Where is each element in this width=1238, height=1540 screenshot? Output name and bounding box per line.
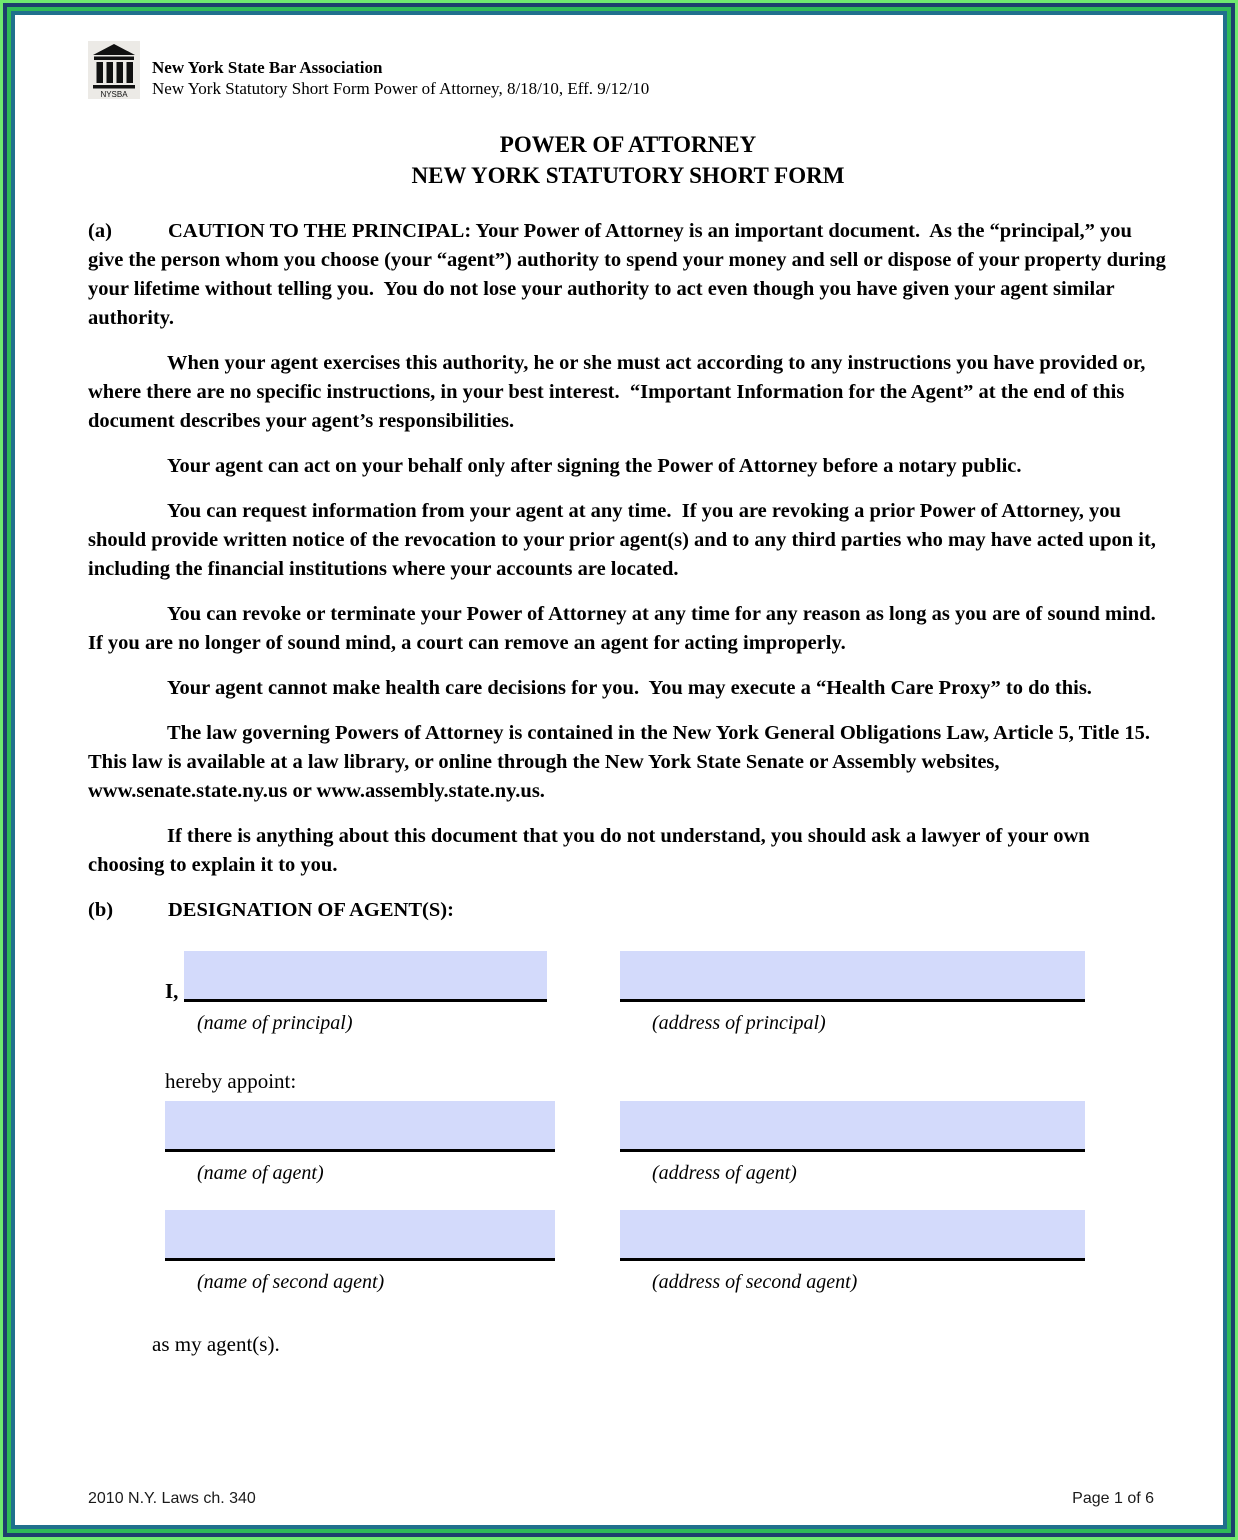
- designation-form: [152, 951, 1168, 1357]
- principal-address-label: (address of principal): [652, 1012, 826, 1034]
- nysba-logo-text: NYSBA: [100, 90, 128, 99]
- section-b-heading-row: [88, 896, 1168, 925]
- second-agent-row: [165, 1210, 1168, 1294]
- hereby-appoint-text: hereby appoint:: [165, 1069, 297, 1093]
- paragraph-governing-law: The law governing Powers of Attorney is contained in the New York General Obligations Law, Article 5, Title 15. This law is available at a law library, or online through the New York State Senate or Assembly websites, www.senate.state.ny.us or www.assembly.state.ny.us.: [88, 722, 1160, 802]
- agent-name-field[interactable]: [165, 1101, 555, 1152]
- agent-address-label: (address of agent): [652, 1162, 797, 1184]
- principal-name-label: (name of principal): [197, 1012, 353, 1034]
- principal-address-field[interactable]: [620, 951, 1085, 1002]
- second-agent-address-col: [620, 1210, 1085, 1294]
- page-content: [15, 15, 1223, 1525]
- second-agent-address-label: (address of second agent): [652, 1271, 858, 1293]
- nysba-building-icon: [88, 41, 140, 99]
- second-agent-name-col: [165, 1210, 620, 1294]
- title-line-1: POWER OF ATTORNEY: [499, 132, 757, 157]
- paragraph-health-care: Your agent cannot make health care decisions for you. You may execute a “Health Care Proxy” to do this.: [167, 677, 1092, 699]
- principal-name-col: [165, 951, 620, 1035]
- section-b-label: (b): [88, 899, 114, 921]
- section-a-text: CAUTION TO THE PRINCIPAL: Your Power of Attorney is an important document. As the “principal,” you give the person whom you choose (your “agent”) authority to spend your money and sell or dispose of your property during your lifetime without telling you. You do not lose your authority to act even though you have given your agent similar authority.: [88, 220, 1171, 329]
- org-name: New York State Bar Association: [152, 58, 383, 77]
- principal-row: [165, 951, 1168, 1035]
- principal-address-col: [620, 951, 1085, 1035]
- paragraph-caution: [88, 217, 1171, 333]
- paragraph-ask-lawyer: If there is anything about this document that you do not understand, you should ask a lawyer of your own choosing to explain it to you.: [88, 825, 1095, 876]
- agent-name-col: [165, 1101, 620, 1185]
- paragraph-agent-exercises: When your agent exercises this authority, he or she must act according to any instructions you have provided or, where there are no specific instructions, in your best interest. “Important Information for the Agent” at the end of this document describes your agent’s responsibilities.: [88, 352, 1151, 432]
- paragraph-notary: Your agent can act on your behalf only after signing the Power of Attorney before a notary public.: [167, 455, 1022, 477]
- header-text-block: [152, 58, 649, 99]
- second-agent-address-field[interactable]: [620, 1210, 1085, 1261]
- as-my-agents-text: as my agent(s).: [152, 1332, 280, 1356]
- section-a-label: (a): [88, 220, 112, 242]
- section-b-heading: DESIGNATION OF AGENT(S):: [168, 899, 454, 921]
- document-title: [88, 129, 1168, 191]
- nysba-logo: [88, 41, 140, 99]
- agent-address-col: [620, 1101, 1085, 1185]
- intro-prefix: I,: [165, 979, 179, 1003]
- title-line-2: NEW YORK STATUTORY SHORT FORM: [411, 163, 845, 188]
- page-footer: [88, 1490, 1154, 1508]
- footer-page-number: Page 1 of 6: [1072, 1490, 1154, 1507]
- paragraph-request-information: You can request information from your agent at any time. If you are revoking a prior Power of Attorney, you should provide written notice of the revocation to your prior agent(s) and to any third parties who may have acted upon it, including the financial institutions where your accounts are located.: [88, 500, 1162, 580]
- paragraph-revoke-terminate: You can revoke or terminate your Power of Attorney at any time for any reason as long as you are of sound mind. If you are no longer of sound mind, a court can remove an agent for acting improperly.: [88, 603, 1166, 654]
- second-agent-name-label: (name of second agent): [197, 1271, 385, 1293]
- second-agent-name-field[interactable]: [165, 1210, 555, 1261]
- form-version: New York Statutory Short Form Power of Attorney, 8/18/10, Eff. 9/12/10: [152, 79, 650, 98]
- principal-name-field[interactable]: [184, 951, 547, 1002]
- footer-law-citation: 2010 N.Y. Laws ch. 340: [88, 1490, 256, 1507]
- document-header: [88, 41, 1168, 99]
- agent-name-label: (name of agent): [197, 1162, 324, 1184]
- agent-address-field[interactable]: [620, 1101, 1085, 1152]
- agent-row: [165, 1101, 1168, 1185]
